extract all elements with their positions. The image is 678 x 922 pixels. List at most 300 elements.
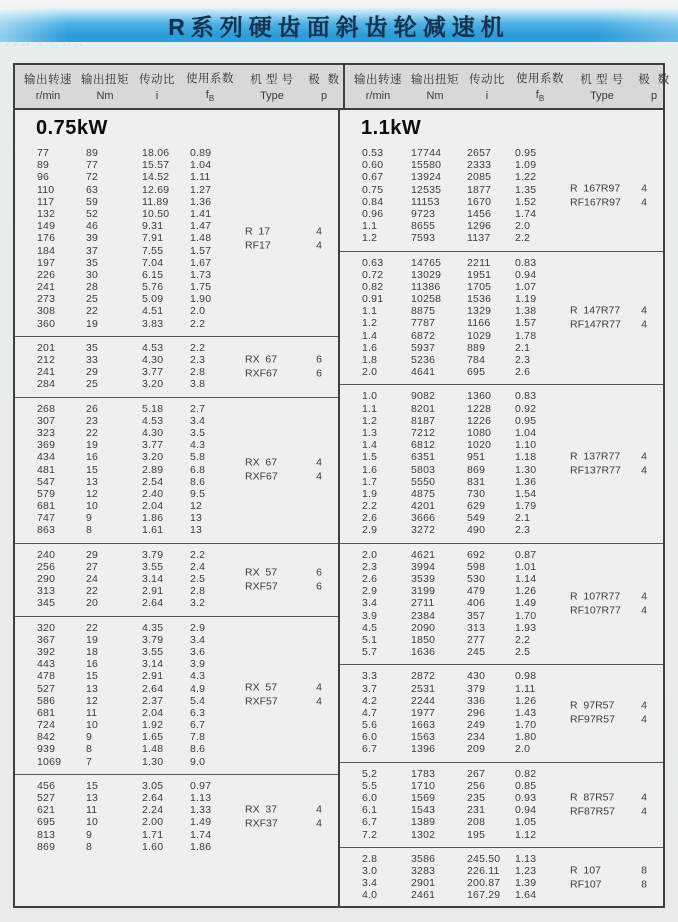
torque-value: 3199 [411,585,436,598]
data-row [340,500,663,512]
ratio-value: 889 [467,341,486,354]
left-section-5 [15,616,338,774]
torque-value: 13 [86,682,99,695]
factor-value: 4.9 [190,682,206,695]
torque-value: 3994 [411,560,436,573]
ratio-value: 208 [467,816,486,829]
ratio-value: 6.15 [142,268,164,281]
ratio-value: 2.24 [142,804,164,817]
torque-value: 19 [86,633,99,646]
torque-value: 26 [86,402,99,415]
model-type: R 167R97 [570,182,621,195]
factor-value: 1.70 [515,719,537,732]
torque-value: 25 [86,378,99,391]
torque-value: 19 [86,317,99,330]
model-type: RF147R77 [570,318,621,331]
data-row [15,427,338,439]
pole-count: 8 [641,864,647,877]
speed-value: 345 [37,597,56,610]
torque-value: 15 [86,670,99,683]
speed-value: 0.82 [362,280,384,293]
speed-value: 1.2 [362,317,378,330]
speed-value: 256 [37,560,56,573]
factor-value: 1.22 [515,171,537,184]
ratio-value: 1166 [467,317,491,330]
torque-value: 11 [86,804,98,817]
speed-value: 89 [37,159,50,172]
ratio-value: 1226 [467,414,492,427]
speed-value: 3.4 [362,597,378,610]
data-row [15,500,338,512]
speed-value: 110 [37,183,55,196]
speed-value: 6.1 [362,804,378,817]
ratio-value: 549 [467,512,486,525]
ratio-value: 5.18 [142,402,164,415]
speed-value: 434 [37,451,56,464]
pole-count: 4 [641,318,647,331]
torque-value: 77 [86,159,99,172]
torque-value: 7212 [411,426,436,439]
data-row [15,792,338,804]
pole-count: 6 [316,580,322,593]
ratio-value: 1.61 [142,524,164,537]
speed-value: 5.7 [362,646,378,659]
model-type: RF167R97 [570,196,621,209]
factor-value: 1.23 [515,864,537,877]
table-header-right [343,65,673,108]
model-type: RF17 [245,239,271,252]
factor-value: 0.83 [515,390,537,403]
factor-value: 2.6 [515,366,531,379]
speed-value: 2.6 [362,512,378,525]
data-row [340,147,663,159]
header-model [239,65,305,108]
factor-value: 1.57 [515,317,537,330]
speed-value: 0.67 [362,171,384,184]
header-ratio [463,65,511,108]
factor-value: 2.0 [515,220,531,233]
torque-value: 1710 [411,779,436,792]
speed-value: 290 [37,573,56,585]
factor-value: 1.12 [515,828,537,841]
header-unit: r/min [35,90,61,102]
right-section-7 [340,847,663,906]
factor-value: 1.47 [190,220,212,233]
model-block [245,457,331,484]
header-label: 输出扭矩 [411,74,459,86]
speed-value: 117 [37,195,55,208]
ratio-value: 1360 [467,390,492,403]
header-unit: Type [590,90,614,102]
ratio-value: 1296 [467,220,492,233]
data-row [340,829,663,841]
torque-value: 5937 [411,341,436,354]
title-banner [0,8,678,42]
header-output-torque [77,65,133,108]
data-row [15,780,338,792]
factor-value: 1.33 [190,804,212,817]
pole-count: 4 [641,196,647,209]
factor-value: 2.5 [515,646,531,659]
model-block [570,864,656,891]
data-row [340,768,663,780]
data-row [15,403,338,415]
model-block [245,566,331,593]
torque-value: 11153 [411,195,440,208]
torque-value: 1569 [411,792,436,804]
ratio-value: 869 [467,463,486,476]
torque-value: 1977 [411,706,436,719]
speed-value: 5.1 [362,633,378,646]
ratio-value: 12.69 [142,183,170,196]
ratio-value: 2333 [467,159,492,172]
data-row [15,378,338,390]
factor-value: 0.95 [515,414,537,427]
left-section-3 [15,397,338,543]
data-row [15,208,338,220]
data-row [15,743,338,755]
sections-right [340,142,663,906]
factor-value: 0.94 [515,804,537,817]
torque-value: 25 [86,293,99,306]
factor-value: 1.27 [190,183,212,196]
torque-value: 17744 [411,147,442,159]
ratio-value: 951 [467,451,486,464]
factor-value: 1.52 [515,195,537,208]
model-type: RF107 [570,878,602,891]
header-service-factor [511,65,569,108]
ratio-value: 245.50 [467,852,501,865]
data-row [15,281,338,293]
torque-value: 9 [86,731,93,744]
header-output-torque [407,65,463,108]
header-label: 输出转速 [354,74,402,86]
factor-value: 8.6 [190,475,206,488]
model-type: RXF67 [245,470,278,483]
ratio-value: 3.20 [142,378,164,391]
speed-value: 724 [37,719,56,732]
torque-value: 8187 [411,414,436,427]
torque-value: 6351 [411,451,436,464]
header-output-speed [19,65,77,108]
left-section-2 [15,336,338,397]
speed-value: 323 [37,426,56,439]
factor-value: 1.18 [515,451,537,464]
factor-value: 1.07 [515,280,537,293]
factor-value: 1.26 [515,694,537,707]
speed-value: 1.9 [362,487,378,500]
torque-value: 37 [86,244,99,257]
pole-count: 4 [316,470,322,483]
data-row [340,670,663,682]
right-section-4 [340,543,663,665]
right-section-3 [340,384,663,542]
speed-value: 367 [37,633,56,646]
torque-value: 7787 [411,317,436,330]
speed-value: 184 [37,244,56,257]
speed-value: 4.5 [362,621,378,634]
speed-value: 481 [37,463,56,476]
speed-value: 1.1 [362,305,378,318]
ratio-value: 1029 [467,329,492,342]
speed-value: 176 [37,232,56,245]
factor-value: 1.35 [515,183,537,196]
data-row [15,269,338,281]
data-row [340,780,663,792]
data-row [15,841,338,853]
data-row [340,390,663,402]
ratio-value: 2.89 [142,463,164,476]
factor-value: 1.57 [190,244,212,257]
pole-count: 6 [316,353,322,366]
speed-value: 456 [37,779,56,792]
speed-value: 1.7 [362,475,378,488]
data-row [340,731,663,743]
data-row [340,208,663,220]
ratio-value: 1.48 [142,743,164,756]
torque-value: 15 [86,779,99,792]
model-type: RF97R57 [570,713,615,726]
torque-value: 2711 [411,597,435,610]
speed-value: 96 [37,171,50,184]
speed-value: 621 [37,804,56,817]
data-row [15,658,338,670]
torque-value: 9 [86,828,93,841]
ratio-value: 4.35 [142,621,164,634]
data-row [340,549,663,561]
pole-count: 4 [641,304,647,317]
factor-value: 1.80 [515,731,537,744]
table-body [15,110,663,906]
header-unit: p [650,90,658,102]
factor-value: 1.73 [190,268,212,281]
factor-value: 13 [190,512,203,525]
data-row [15,756,338,768]
data-row [15,549,338,561]
torque-value: 3586 [411,852,436,865]
speed-value: 1.2 [362,414,378,427]
factor-value: 2.2 [515,232,531,245]
torque-value: 9 [86,512,93,525]
ratio-value: 7.55 [142,244,164,257]
ratio-value: 379 [467,682,486,695]
factor-value: 3.4 [190,633,206,646]
torque-value: 13 [86,792,99,804]
speed-value: 4.2 [362,694,378,707]
factor-value: 4.3 [190,439,206,452]
model-block [245,803,331,830]
header-label: 机 型 号 [250,74,294,86]
torque-value: 13924 [411,171,442,184]
torque-value: 11 [86,706,98,719]
speed-value: 3.3 [362,670,378,683]
factor-value: 0.97 [190,779,212,792]
speed-value: 4.0 [362,889,378,902]
ratio-value: 235 [467,792,486,804]
ratio-value: 18.06 [142,147,170,159]
ratio-value: 3.83 [142,317,164,330]
data-row [340,634,663,646]
factor-value: 3.5 [190,426,206,439]
data-row [340,403,663,415]
data-row [340,646,663,658]
speed-value: 360 [37,317,56,330]
torque-value: 14765 [411,256,442,269]
data-row [340,524,663,536]
speed-value: 681 [37,706,56,719]
pole-count: 4 [641,791,647,804]
ratio-value: 1.65 [142,731,164,744]
torque-value: 63 [86,183,99,196]
header-label: 使用系数 [186,72,234,85]
factor-value: 1.41 [190,207,212,220]
factor-value: 1.67 [190,256,212,269]
factor-value: 9.0 [190,755,206,768]
speed-value: 1.1 [362,402,378,415]
ratio-value: 3.14 [142,658,164,671]
speed-value: 842 [37,731,56,744]
factor-value: 2.1 [515,512,531,525]
header-unit: i [155,90,159,102]
speed-value: 1069 [37,755,62,768]
torque-value: 1636 [411,646,436,659]
model-type: RX 37 [245,803,278,816]
speed-value: 2.9 [362,585,378,598]
ratio-value: 1877 [467,183,492,196]
factor-value: 2.8 [190,366,206,379]
speed-value: 0.53 [362,147,384,159]
speed-value: 5.5 [362,779,378,792]
torque-value: 29 [86,366,99,379]
ratio-value: 1137 [467,232,491,245]
torque-value: 13029 [411,268,442,281]
ratio-value: 430 [467,670,486,683]
power-heading-left: 0.75kW [36,117,108,139]
speed-value: 273 [37,293,56,306]
speed-value: 1.1 [362,220,378,233]
factor-value: 1.49 [190,816,212,829]
speed-value: 201 [37,341,56,354]
ratio-value: 7.91 [142,232,164,245]
header-label: 传动比 [139,74,175,86]
data-row [15,829,338,841]
ratio-value: 1951 [467,268,492,281]
torque-value: 35 [86,256,99,269]
torque-value: 3666 [411,512,436,525]
right-section-2 [340,251,663,385]
ratio-value: 2211 [467,256,491,269]
factor-value: 12 [190,500,203,513]
model-type: RXF37 [245,817,278,830]
speed-value: 2.0 [362,548,378,561]
ratio-value: 3.77 [142,366,164,379]
header-label: 输出转速 [24,74,72,86]
speed-value: 7.2 [362,828,378,841]
header-ratio [133,65,181,108]
factor-value: 1.09 [515,159,537,172]
torque-value: 4201 [411,500,436,513]
speed-value: 1.6 [362,341,378,354]
factor-value: 1.04 [515,426,537,439]
torque-value: 8201 [411,402,436,415]
ratio-value: 4.53 [142,414,164,427]
factor-value: 2.2 [190,341,206,354]
model-type: R 107 [570,864,601,877]
data-row [15,318,338,330]
model-type: R 17 [245,225,271,238]
ratio-value: 267 [467,767,486,780]
speed-value: 6.7 [362,743,378,756]
model-type: RF137R77 [570,464,621,477]
factor-value: 6.8 [190,463,206,476]
factor-value: 1.93 [515,621,537,634]
ratio-value: 249 [467,719,486,732]
data-row [15,147,338,159]
torque-value: 8 [86,840,93,853]
factor-value: 0.94 [515,268,537,281]
factor-value: 7.8 [190,731,206,744]
data-row [340,232,663,244]
ratio-value: 9.31 [142,220,164,233]
speed-value: 527 [37,792,56,804]
factor-value: 2.3 [190,354,206,366]
ratio-value: 313 [467,621,486,634]
ratio-value: 195 [467,828,486,841]
torque-value: 22 [86,585,99,598]
ratio-value: 3.79 [142,633,164,646]
data-row [15,439,338,451]
data-row [340,816,663,828]
factor-value: 0.85 [515,779,537,792]
torque-value: 11386 [411,280,441,293]
factor-value: 0.98 [515,670,537,683]
right-section-5 [340,664,663,761]
factor-value: 2.5 [190,573,206,585]
factor-value: 1.14 [515,573,537,585]
data-row [340,573,663,585]
speed-value: 268 [37,402,56,415]
factor-value: 0.92 [515,402,537,415]
factor-value: 1.19 [515,293,537,306]
speed-value: 547 [37,475,56,488]
factor-value: 1.36 [190,195,212,208]
ratio-value: 226.11 [467,864,500,877]
data-row [340,366,663,378]
torque-value: 1396 [411,743,436,756]
torque-value: 1563 [411,731,436,744]
torque-value: 8 [86,743,93,756]
model-block [570,183,656,210]
data-row [340,427,663,439]
speed-value: 1.4 [362,329,378,342]
ratio-value: 4.30 [142,354,164,366]
ratio-value: 2.04 [142,706,164,719]
torque-value: 1543 [411,804,436,817]
speed-value: 586 [37,694,56,707]
ratio-value: 2.91 [142,670,164,683]
data-row [15,634,338,646]
speed-value: 478 [37,670,56,683]
torque-value: 1783 [411,767,436,780]
header-unit: Nm [96,90,114,102]
header-poles [635,65,673,108]
ratio-value: 3.55 [142,560,164,573]
data-row [340,622,663,634]
right-half-11kw [338,110,663,906]
speed-value: 0.91 [362,293,384,306]
speed-value: 307 [37,414,56,427]
power-heading-right: 1.1kW [361,117,422,139]
